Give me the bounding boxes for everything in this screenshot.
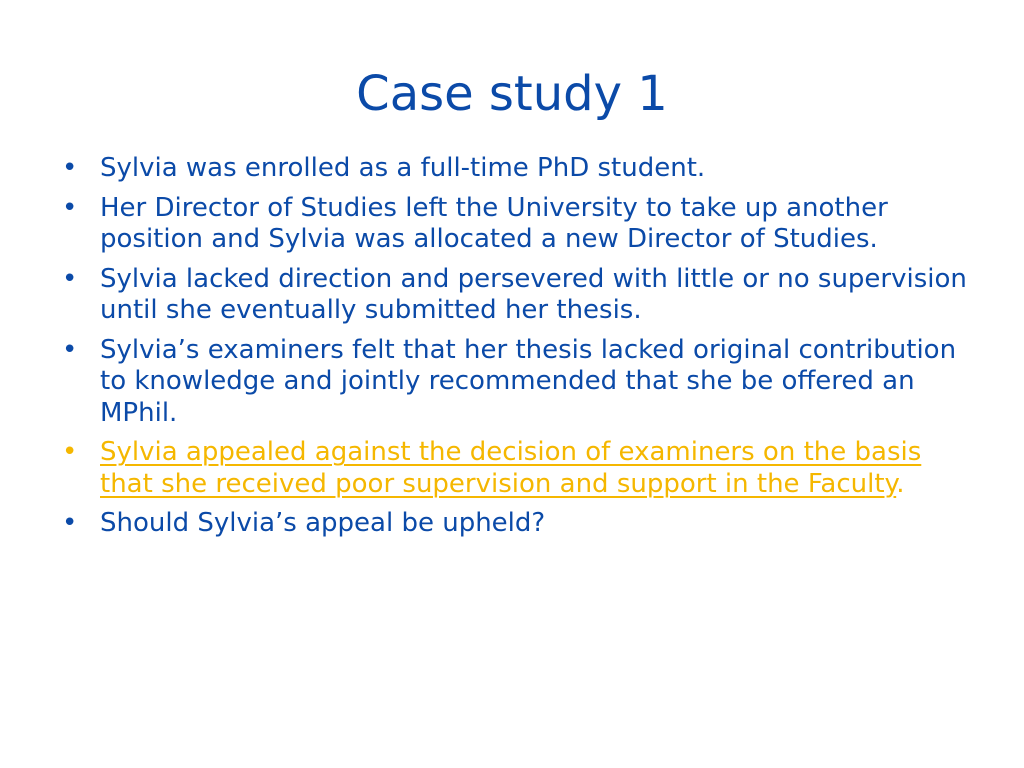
bullet-item-lacked-direction [62, 264, 982, 327]
bullet-icon: • [62, 263, 78, 294]
bullet-icon: • [62, 153, 78, 183]
bullet-list [62, 153, 982, 548]
bullet-icon: • [62, 192, 78, 223]
bullet-text: Her Director of Studies left the University to take up another position and Sylvia was allocated a new Director of Studies. [100, 192, 888, 254]
bullet-item-director-left [62, 193, 982, 256]
bullet-item-appeal [62, 437, 982, 500]
appeal-period: . [896, 468, 905, 499]
appeal-link[interactable]: Sylvia appealed against the decision of examiners on the basis that she received poor supervision and support in the Faculty [100, 437, 922, 499]
bullet-icon: • [62, 437, 78, 467]
bullet-icon: • [62, 508, 78, 538]
bullet-text: Sylvia was enrolled as a full-time PhD student. [100, 153, 706, 183]
bullet-item-enrolled [62, 153, 982, 185]
bullet-text: Sylvia lacked direction and persevered with little or no supervision until she eventually submitted her thesis. [100, 263, 967, 325]
bullet-item-question [62, 508, 982, 540]
bullet-icon: • [62, 334, 78, 365]
bullet-text: Should Sylvia’s appeal be upheld? [100, 508, 546, 538]
bullet-item-examiners [62, 335, 982, 430]
bullet-text [100, 437, 982, 500]
slide-title: Case study 1 [356, 66, 668, 122]
bullet-text: Sylvia’s examiners felt that her thesis lacked original contribution to knowledge and jointly recommended that she be offered an MPhil. [100, 334, 957, 428]
